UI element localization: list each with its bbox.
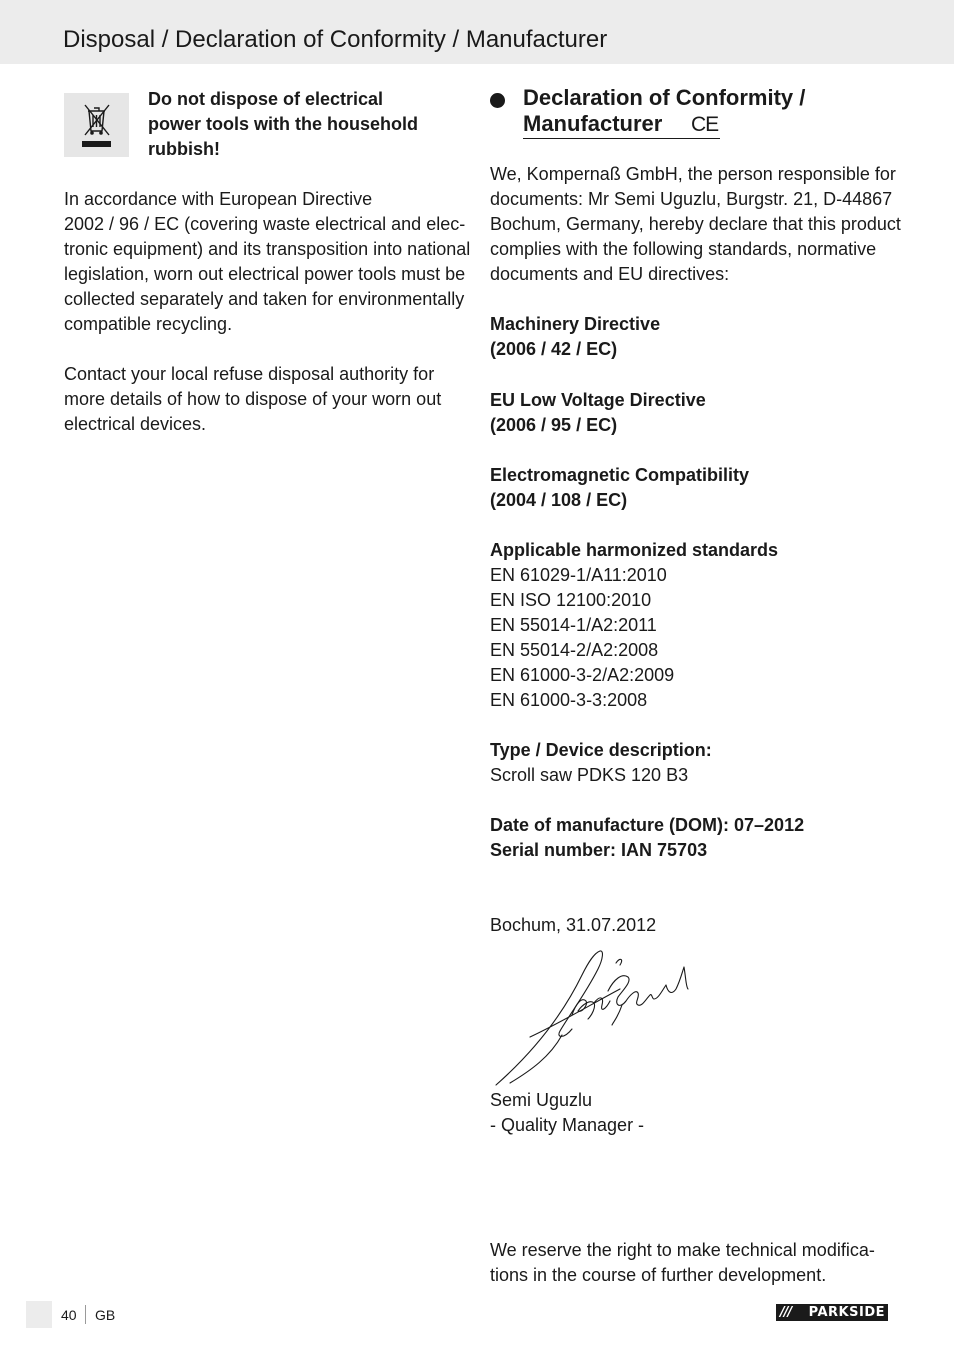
text-line: Bochum, Germany, hereby declare that this product <box>490 214 901 234</box>
standard-item: EN 55014-2/A2:2008 <box>490 640 659 660</box>
brand-slashes: /// <box>780 1305 792 1320</box>
disposal-paragraph-1 <box>64 187 470 337</box>
text-line: (2004 / 108 / EC) <box>490 490 628 510</box>
reserve-notice <box>490 1238 875 1288</box>
text-line: compatible recycling. <box>64 314 233 334</box>
signature-icon <box>490 945 700 1095</box>
brand-logo <box>776 1304 888 1321</box>
text-line: (2006 / 42 / EC) <box>490 339 618 359</box>
text-line: collected separately and taken for environmentally <box>64 289 465 309</box>
place-date: Bochum, 31.07.2012 <box>490 915 657 935</box>
disposal-warning-line: power tools with the household <box>148 114 418 134</box>
text-line: We reserve the right to make technical modifica- <box>490 1240 875 1260</box>
signer-title: - Quality Manager - <box>490 1115 645 1135</box>
disposal-paragraph-2 <box>64 362 441 437</box>
text-line: legislation, worn out electrical power tools must be <box>64 264 466 284</box>
disposal-warning-line: rubbish! <box>148 139 220 159</box>
standard-item: EN 61029-1/A11:2010 <box>490 565 667 585</box>
text-line: In accordance with European Directive <box>64 189 373 209</box>
disposal-warning <box>148 87 418 162</box>
declaration-intro <box>490 162 901 287</box>
text-line: 2002 / 96 / EC (covering waste electrical and elec- <box>64 214 466 234</box>
manufacture-info <box>490 813 804 863</box>
page-number-box <box>26 1301 52 1328</box>
type-value: Scroll saw PDKS 120 B3 <box>490 765 689 785</box>
bullet-icon <box>490 93 505 108</box>
signer-block <box>490 1088 644 1138</box>
heading-line: Manufacturer <box>523 111 663 136</box>
emc-directive <box>490 463 749 513</box>
heading-underline <box>523 138 720 139</box>
low-voltage-directive <box>490 388 706 438</box>
brand-name: PARKSIDE <box>808 1305 885 1320</box>
heading-line: Declaration of Conformity / <box>523 85 806 110</box>
page-title: Disposal / Declaration of Conformity / Manufacturer <box>63 26 608 53</box>
text-line: documents and EU directives: <box>490 264 730 284</box>
standard-item: EN 55014-1/A2:2011 <box>490 615 657 635</box>
text-line: more details of how to dispose of your worn out <box>64 389 442 409</box>
device-description <box>490 738 712 788</box>
disposal-warning-line: Do not dispose of electrical <box>148 89 384 109</box>
ce-mark: CE <box>691 113 719 136</box>
language-code: GB <box>95 1307 116 1323</box>
text-line: Machinery Directive <box>490 314 661 334</box>
page-number: 40 <box>61 1307 77 1323</box>
text-line: documents: Mr Semi Uguzlu, Burgstr. 21, D-44867 <box>490 189 893 209</box>
dom-line: Date of manufacture (DOM): 07–2012 <box>490 815 805 835</box>
signer-name: Semi Uguzlu <box>490 1090 593 1110</box>
standard-item: EN ISO 12100:2010 <box>490 590 652 610</box>
footer-divider <box>85 1305 86 1324</box>
text-line: tronic equipment) and its transposition into national <box>64 239 471 259</box>
text-line: Electromagnetic Compatibility <box>490 465 750 485</box>
text-line: electrical devices. <box>64 414 207 434</box>
harmonized-standards <box>490 538 778 713</box>
text-line: Contact your local refuse disposal authority for <box>64 364 435 384</box>
crossed-out-wheelie-bin-icon <box>64 93 129 157</box>
type-heading: Type / Device description: <box>490 740 712 760</box>
standard-item: EN 61000-3-2/A2:2009 <box>490 665 675 685</box>
standards-heading: Applicable harmonized standards <box>490 540 779 560</box>
serial-line: Serial number: IAN 75703 <box>490 840 708 860</box>
text-line: We, Kompernaß GmbH, the person responsible for <box>490 164 896 184</box>
text-line: EU Low Voltage Directive <box>490 390 706 410</box>
text-line: (2006 / 95 / EC) <box>490 415 618 435</box>
text-line: tions in the course of further development. <box>490 1265 827 1285</box>
standard-item: EN 61000-3-3:2008 <box>490 690 648 710</box>
text-line: complies with the following standards, normative <box>490 239 877 259</box>
declaration-heading <box>523 85 805 137</box>
machinery-directive <box>490 312 660 362</box>
